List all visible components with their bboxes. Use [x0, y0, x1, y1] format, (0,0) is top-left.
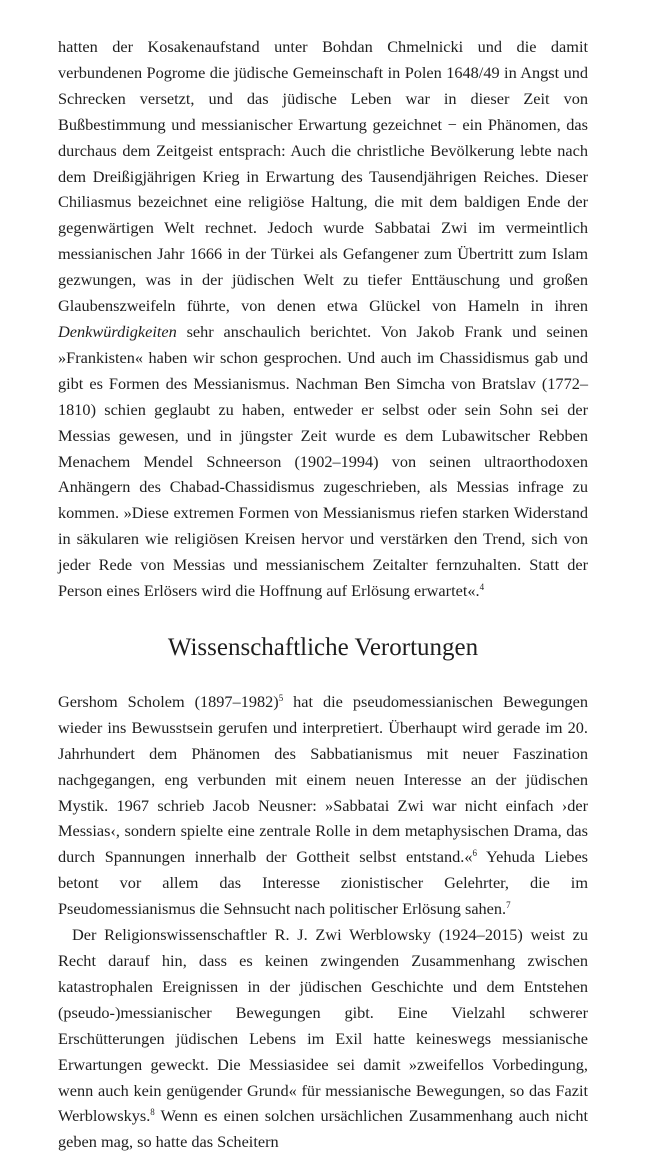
paragraph-1-text-a: hatten der Kosakenaufstand unter Bohdan Chmelnicki und die damit verbundenen Pogrome die jüdische Gemeinschaft in Polen 1648/49 in Angst und Schrecken versetzt, und das jüdische Leben war in dieser Zeit von Bußbestimmung und messianischer Erwartung gezeichnet − ein Phänomen, das durchaus dem Zeitgeist entsprach: Auch die christliche Bevölkerung lebte nach dem Dreißigjährigen Krieg in Erwartung des Tausendjährigen Reiches. Dieser Chiliasmus bezeichnet eine religiöse Haltung, die mit dem baldigen Ende der gegenwärtigen Welt rechnet. Jedoch wurde Sabbatai Zwi im vermeintlich messianischen Jahr 1666 in der Türkei als Gefangener zum Übertritt zum Islam gezwungen, was in der jüdischen Welt zu tiefer Enttäuschung und großen Glaubenszweifeln führte, von denen etwa Glückel von Hameln in ihren — [58, 37, 588, 316]
paragraph-1-text-b: sehr anschaulich berichtet. Von Jakob Frank und seinen »Frankisten« haben wir schon gesprochen. Und auch im Chassidismus gab und gibt es Formen des Messianismus. Nachman Ben Simcha von Bratslav (1772–1810) schien geglaubt zu haben, entweder er selbst oder sein Sohn sei der Messias gewesen, und in jüngster Zeit wurde es dem Lubawitscher Rebben Menachem Mendel Schneerson (1902–1994) von seinen ultraorthodoxen Anhängern des Chabad-Chassidismus zugeschrieben, als Messias infrage zu kommen. »Diese extremen Formen von Messianismus riefen starken Widerstand in säkularen wie religiösen Kreisen hervor und verstärken den Trend, sich von jeder Rede von Messias und messianischem Zeitalter fernzuhalten. Statt der Person eines Erlösers wird die Hoffnung auf Erlösung erwartet«. — [58, 321, 588, 601]
footnote-marker-7[interactable]: 7 — [506, 900, 511, 911]
book-title-italic: Denkwürdigkeiten — [58, 321, 177, 341]
paragraph-2-text-b: hat die pseudomessianischen Bewegungen wieder ins Bewusstsein gerufen und interpretiert. Überhaupt wird gerade im 20. Jahrhundert dem Phänomen des Sabbatianismus mit neuer Faszination nachgegangen, eng verbunden mit einem neuen Interesse an der jüdischen Mystik. 1967 schrieb Jacob Neusner: »Sabbatai Zwi war nicht einfach ›der Messias‹, sondern spielte eine zentrale Rolle in dem metaphysischen Drama, das durch Spannungen innerhalb der Gottheit selbst entstand.« — [58, 691, 588, 867]
paragraph-2-text-c: Yehuda Liebes betont vor allem das Interesse zionistischer Gelehrter, die im Pseudomessianismus die Sehnsucht nach politischer Erlösung sahen. — [58, 847, 589, 919]
document-page — [58, 34, 588, 1155]
paragraph-2-text-a: Gershom Scholem (1897–1982) — [58, 691, 279, 711]
footnote-marker-5[interactable]: 5 — [278, 692, 284, 703]
section-heading: Wissenschaftliche Verortungen — [167, 633, 479, 661]
paragraph-1 — [58, 34, 588, 604]
footnote-marker-4[interactable]: 4 — [479, 582, 485, 593]
paragraph-3-text-a: Der Religionswissenschaftler R. J. Zwi Werblowsky (1924–2015) weist zu Recht darauf hin, dass es keinen zwingenden Zusammenhang zwischen katastrophalen Ereignissen in der jüdischen Geschichte und dem Entstehen (pseudo-)messianischer Bewegungen gibt. Eine Vielzahl schwerer Erschütterungen jüdischen Lebens im Exil hatte keineswegs messianische Erwartungen geweckt. Die Messiasidee sei damit »zweifellos Vorbedingung, wenn auch kein genügender Grund« für messianische Bewegungen, so das Fazit Werblowskys. — [58, 925, 588, 1126]
footnote-marker-8[interactable]: 8 — [150, 1107, 155, 1118]
paragraph-3-text-b: Wenn es einen solchen ursächlichen Zusammenhang auch nicht geben mag, so hatte das Scheitern — [58, 1106, 588, 1152]
footnote-marker-6[interactable]: 6 — [472, 848, 477, 859]
paragraph-2 — [58, 689, 588, 922]
paragraph-3 — [58, 922, 588, 1155]
